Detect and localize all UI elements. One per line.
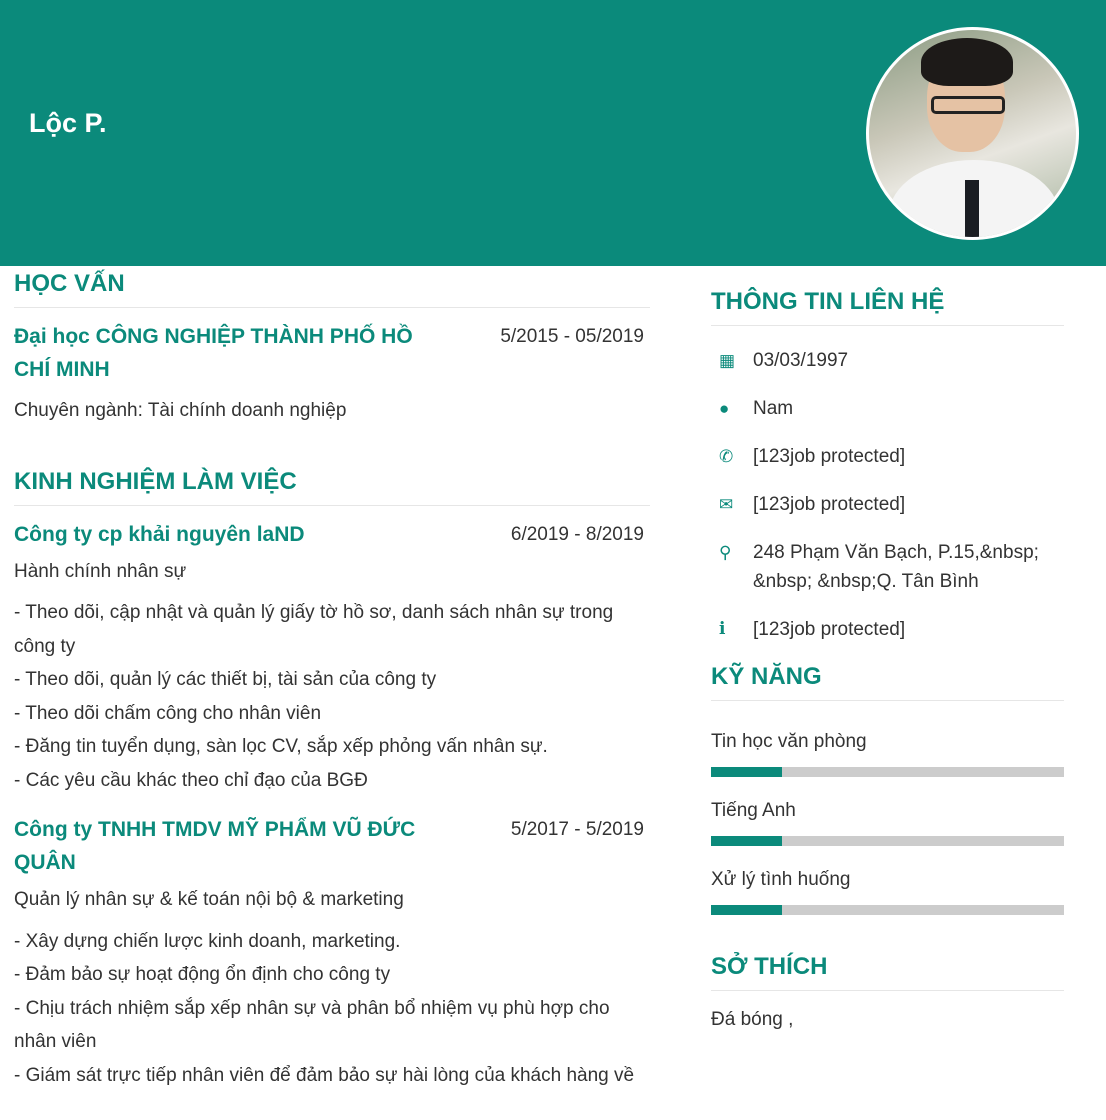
email-icon: ✉ <box>719 495 734 514</box>
duty-line: - Chịu trách nhiệm sắp xếp nhân sự và phân bổ nhiệm vụ phù hợp cho nhân viên <box>14 997 610 1052</box>
contact-value: Nam <box>753 398 794 419</box>
contact-item <box>711 490 1064 519</box>
section-heading-skills: KỸ NĂNG <box>711 663 1064 701</box>
contact-value: 248 Phạm Văn Bạch, P.15,&nbsp; &nbsp; &nbsp;Q. Tân Bình <box>753 542 1039 592</box>
experience-entry <box>14 518 650 798</box>
school-name: Đại học CÔNG NGHIỆP THÀNH PHỐ HỒ CHÍ MINH <box>14 325 413 381</box>
company-name: Công ty TNHH TMDV MỸ PHẨM VŨ ĐỨC QUÂN <box>14 818 416 874</box>
skill-label: Xử lý tình huống <box>711 869 851 890</box>
contact-item <box>711 615 1064 644</box>
skill-bar <box>711 767 1064 777</box>
education-major: Chuyên ngành: Tài chính doanh nghiệp <box>14 400 347 421</box>
user-icon: ● <box>719 399 730 418</box>
skill-bar-fill <box>711 836 782 846</box>
avatar <box>866 27 1079 240</box>
experience-date: 5/2017 - 5/2019 <box>510 819 644 840</box>
main-column <box>14 270 650 1092</box>
experience-entry <box>14 813 650 1092</box>
skill-bar-fill <box>711 905 782 915</box>
calendar-icon: ▦ <box>719 351 736 370</box>
duty-line: - Theo dõi chấm công cho nhân viên <box>14 702 322 724</box>
job-role: Quản lý nhân sự & kế toán nội bộ & marketing <box>14 889 404 910</box>
duty-line: - Đăng tin tuyển dụng, sàn lọc CV, sắp xếp phỏng vấn nhân sự. <box>14 736 548 757</box>
contact-item <box>711 346 1064 375</box>
duty-line: - Xây dựng chiến lược kinh doanh, marketing. <box>14 930 401 952</box>
experience-date: 6/2019 - 8/2019 <box>510 523 644 545</box>
profile-header <box>0 0 1106 266</box>
job-role: Hành chính nhân sự <box>14 560 187 582</box>
hobbies-text: Đá bóng , <box>711 1009 794 1030</box>
contact-item <box>711 442 1064 471</box>
section-heading-hobbies: SỞ THÍCH <box>711 953 1064 991</box>
contact-value: [123job protected] <box>753 494 906 515</box>
skill-label: Tin học văn phòng <box>711 731 867 752</box>
contact-value: [123job protected] <box>753 619 906 640</box>
contact-value: 03/03/1997 <box>753 350 849 371</box>
education-entry <box>14 320 650 386</box>
section-heading-education: HỌC VẤN <box>14 270 650 308</box>
duty-line: - Đảm bảo sự hoạt động ổn định cho công ty <box>14 964 391 985</box>
phone-icon: ✆ <box>719 447 734 466</box>
info-icon: i <box>719 619 726 639</box>
map-marker-icon: ⚲ <box>719 543 732 562</box>
skill-bar <box>711 905 1064 915</box>
education-date: 5/2015 - 05/2019 <box>500 326 644 347</box>
contact-item <box>711 538 1064 596</box>
skill-bar <box>711 836 1064 846</box>
section-heading-experience: KINH NGHIỆM LÀM VIỆC <box>14 468 650 506</box>
duty-line: - Theo dõi, cập nhật và quản lý giấy tờ hồ sơ, danh sách nhân sự trong công ty <box>14 602 614 657</box>
contact-value: [123job protected] <box>753 446 906 467</box>
duty-line: - Các yêu cầu khác theo chỉ đạo của BGĐ <box>14 769 368 791</box>
contact-item <box>711 394 1064 423</box>
sidebar-column <box>711 288 1064 1037</box>
section-heading-contact: THÔNG TIN LIÊN HỆ <box>711 288 1064 326</box>
skill-bar-fill <box>711 767 782 777</box>
candidate-name: Lộc P. <box>29 108 107 138</box>
skill-label: Tiếng Anh <box>711 800 796 821</box>
company-name: Công ty cp khải nguyên laND <box>14 522 305 546</box>
duty-line: - Giám sát trực tiếp nhân viên để đảm bảo sự hài lòng của khách hàng về <box>14 1064 635 1086</box>
duty-line: - Theo dõi, quản lý các thiết bị, tài sản của công ty <box>14 669 437 690</box>
